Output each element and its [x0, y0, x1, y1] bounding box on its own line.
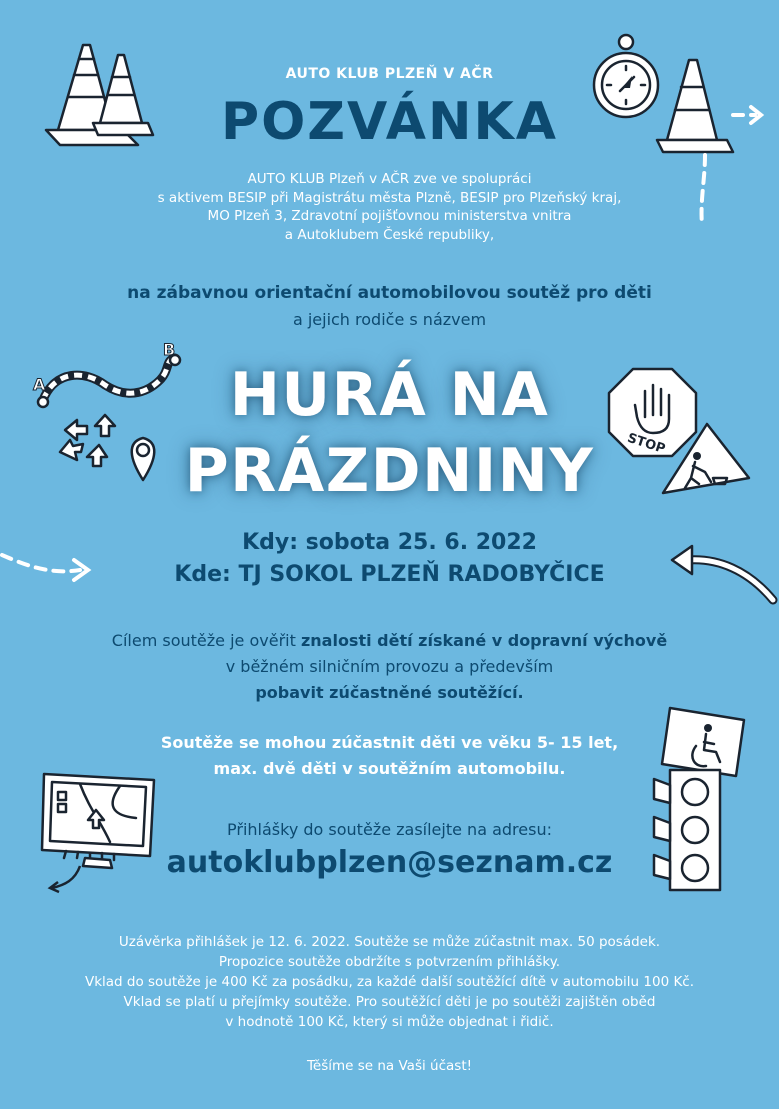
eligibility-line-1: Soutěže se mohou zúčastnit děti ve věku 5- 15 let,	[160, 733, 619, 752]
intro-line: MO Plzeň 3, Zdravotní pojišťovnou ministerstva vnitra	[207, 208, 572, 224]
aim-text	[0, 628, 779, 706]
intro-line: AUTO KLUB Plzeň v AČR zve ve spolupráci	[247, 171, 532, 187]
aim-part1-bold: znalosti dětí získané v dopravní výchově	[300, 631, 668, 650]
contact-email-link[interactable]: autoklubplzen@seznam.cz	[166, 845, 613, 880]
intro-line: s aktivem BESIP při Magistrátu města Plzně, BESIP pro Plzeňský kraj,	[157, 189, 622, 206]
info-line: Vklad se platí u přejímky soutěže. Pro soutěžící děti je po soutěži zajištěn oběd	[123, 994, 656, 1010]
apply-instruction: Přihlášky do soutěže zasílejte na adresu:	[227, 820, 552, 839]
aim-line-1	[0, 628, 779, 654]
aim-part3-bold: pobavit zúčastněné soutěžící.	[255, 683, 524, 702]
page-title: POZVÁNKA	[220, 92, 559, 152]
aim-line-2: v běžném silničním provozu a především	[225, 657, 554, 676]
info-line: Vklad do soutěže je 400 Kč za posádku, za každé další soutěžící dítě v automobilu 100 Kč.	[84, 974, 695, 990]
event-location: Kde: TJ SOKOL PLZEŇ RADOBYČICE	[174, 562, 605, 587]
aim-part1: Cílem soutěže je ověřit	[111, 631, 301, 650]
info-line: Propozice soutěže obdržíte s potvrzením přihlášky.	[218, 954, 561, 970]
lead-line-1: na zábavnou orientační automobilovou soutěž pro děti	[127, 283, 652, 303]
eligibility-line-2: max. dvě děti v soutěžním automobilu.	[213, 759, 566, 778]
info-text	[0, 932, 779, 1032]
aim-line-3	[0, 680, 779, 706]
intro-text	[0, 170, 779, 244]
event-name-line-2: PRÁZDNINY	[184, 436, 595, 506]
route-end-label: B	[163, 340, 176, 359]
info-line: Uzávěrka přihlášek je 12. 6. 2022. Soutěže se může zúčastnit max. 50 posádek.	[118, 934, 661, 950]
stop-sign-label: STOP	[625, 430, 667, 458]
info-line: v hodnotě 100 Kč, který si může objednat i řidič.	[225, 1014, 554, 1030]
intro-line: a Autoklubem České republiky,	[284, 226, 495, 243]
lead-line-2: a jejich rodiče s názvem	[292, 310, 487, 329]
event-date: Kdy: sobota 25. 6. 2022	[242, 530, 537, 555]
closing-text: Těšíme se na Vaši účast!	[306, 1058, 473, 1074]
organizer-label: AUTO KLUB PLZEŇ V AČR	[285, 66, 494, 82]
event-name-line-1: HURÁ NA	[229, 360, 550, 430]
eligibility-text	[0, 730, 779, 782]
route-start-label: A	[33, 375, 46, 394]
